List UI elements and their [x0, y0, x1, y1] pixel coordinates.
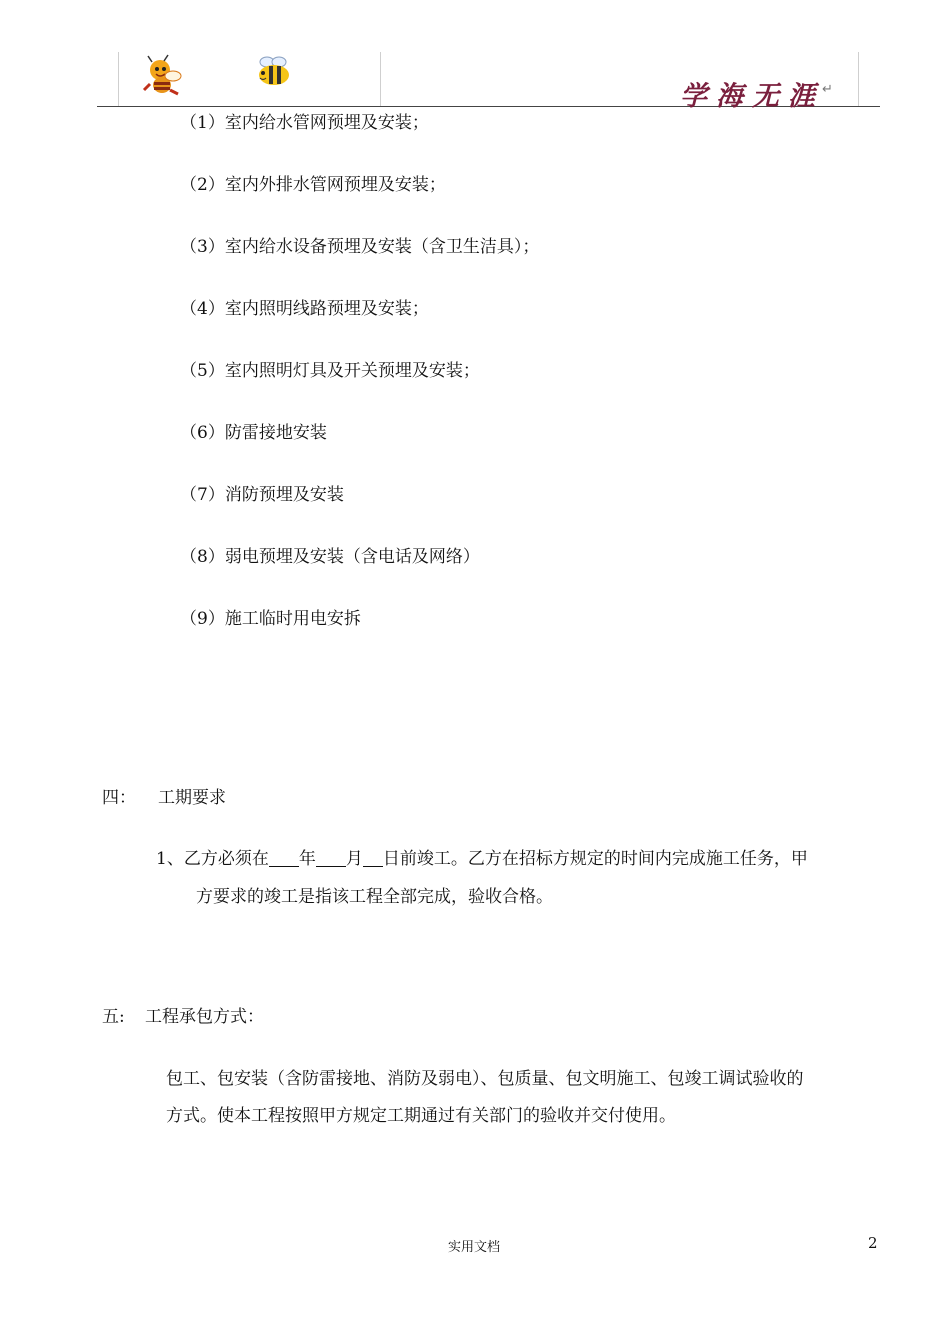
header-divider-left	[118, 52, 119, 106]
page-number: 2	[868, 1234, 878, 1252]
bee-icon	[253, 56, 295, 88]
section5-para-line2: 方式。使本工程按照甲方规定工期通过有关部门的验收并交付使用。	[166, 1106, 676, 1126]
header-divider-middle	[380, 52, 381, 106]
list-item: （4）室内照明线路预埋及安装；	[180, 299, 429, 319]
clause-month: 月	[345, 849, 363, 869]
bee-mascot-icon	[140, 54, 188, 98]
section5-title: 工程承包方式：	[145, 1007, 264, 1027]
footer-label: 实用文档	[448, 1240, 501, 1255]
header-brand-mark: ↵	[822, 82, 833, 97]
header-divider-right	[858, 52, 859, 106]
list-item: （3）室内给水设备预埋及安装（含卫生洁具）；	[180, 237, 540, 257]
list-item: （5）室内照明灯具及开关预埋及安装；	[180, 361, 480, 381]
clause-year: 年	[298, 849, 316, 869]
list-item: （2）室内外排水管网预埋及安装；	[180, 175, 446, 195]
year-blank	[269, 848, 299, 867]
list-item: （1）室内给水管网预埋及安装；	[180, 113, 429, 133]
header-brand: 学海无涯	[680, 81, 824, 112]
section4-title: 工期要求	[158, 788, 226, 808]
section4-number: 四：	[102, 788, 136, 808]
list-item: （9）施工临时用电安拆	[180, 609, 361, 629]
list-item: （6）防雷接地安装	[180, 423, 327, 443]
section5-number: 五:	[102, 1007, 125, 1027]
day-blank	[363, 848, 383, 867]
list-item: （8）弱电预埋及安装（含电话及网络）	[180, 547, 480, 567]
section4-clause-line1	[156, 847, 808, 871]
list-item: （7）消防预埋及安装	[180, 485, 344, 505]
month-blank	[316, 848, 346, 867]
section4-clause-line2: 方要求的竣工是指该工程全部完成，验收合格。	[196, 887, 553, 907]
clause-prefix: 1、乙方必须在	[156, 849, 269, 869]
clause-day-rest: 日前竣工。乙方在招标方规定的时间内完成施工任务，甲	[382, 849, 808, 869]
section5-para-line1: 包工、包安装（含防雷接地、消防及弱电）、包质量、包文明施工、包竣工调试验收的	[166, 1069, 804, 1089]
